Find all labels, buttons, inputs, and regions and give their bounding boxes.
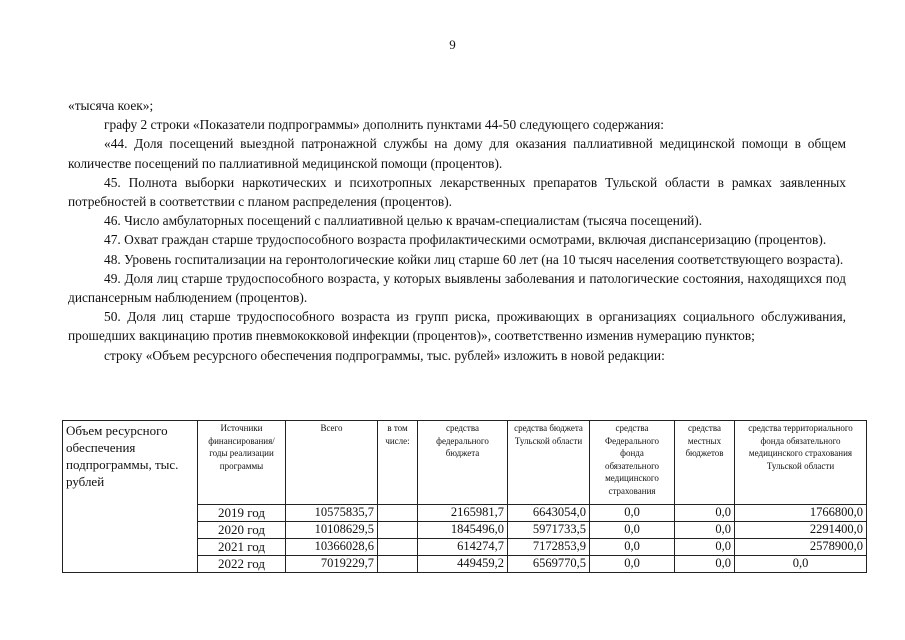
year-cell: 2019 год [198,505,286,522]
resource-table [62,420,867,573]
header-terr-fund: средства территориального фонда обязательного медицинского страхования Тульской области [735,421,867,505]
local-cell: 0,0 [675,522,735,539]
fed-fund-cell: 0,0 [590,556,675,573]
fed-fund-cell: 0,0 [590,539,675,556]
federal-cell: 614274,7 [418,539,508,556]
header-federal: средства федерального бюджета [418,421,508,505]
fed-fund-cell: 0,0 [590,505,675,522]
header-regional: средства бюджета Тульской области [508,421,590,505]
paragraph-table-intro: строку «Объем ресурсного обеспечения подпрограммы, тыс. рублей» изложить в новой редакции: [104,347,665,363]
local-cell: 0,0 [675,505,735,522]
page-number: 9 [449,37,456,52]
empty-cell [378,556,418,573]
header-fed-fund: средства Федерального фонда обязательного медицинского страхования [590,421,675,505]
paragraph-item-44: «44. Доля посещений выездной патронажной службы на дому для оказания паллиативной медицинской помощи в общем количестве посещений по паллиативной медицинской помощи (процентов). [68,136,846,171]
paragraph-item-47: 47. Охват граждан старше трудоспособного возраста профилактическими осмотрами, включая диспансеризацию (процентов). [104,232,827,248]
paragraph-item-49: 49. Доля лиц старше трудоспособного возраста, у которых выявлены заболевания и патологические состояния, находящихся под диспансерным наблюдением (процентов). [68,270,846,306]
empty-cell [378,522,418,539]
regional-cell: 7172853,9 [508,539,590,556]
federal-cell: 2165981,7 [418,505,508,522]
fed-fund-cell: 0,0 [590,522,675,539]
empty-cell [378,505,418,522]
federal-cell: 449459,2 [418,556,508,573]
regional-cell: 6643054,0 [508,505,590,522]
local-cell: 0,0 [675,556,735,573]
local-cell: 0,0 [675,539,735,556]
paragraph-closing-quote: «тысяча коек»; [68,98,154,113]
terr-fund-cell: 0,0 [735,556,867,573]
paragraph-item-45: 45. Полнота выборки наркотических и психотропных лекарственных препаратов Тульской области в рамках заявленных потребностей в соответствии с планом распределения (процентов). [68,174,846,210]
table-header-row [63,421,867,505]
paragraph-item-48: 48. Уровень госпитализации на геронтологические койки лиц старше 60 лет (на 10 тысяч населения соответствующего возраста). [104,251,844,267]
year-cell: 2020 год [198,522,286,539]
document-body [68,96,846,365]
row-label: Объем ресурсного обеспечения подпрограммы, тыс. рублей [63,421,198,573]
total-cell: 10575835,7 [286,505,378,522]
header-source: Источники финансирования/ годы реализации программы [198,421,286,505]
terr-fund-cell: 1766800,0 [735,505,867,522]
terr-fund-cell: 2291400,0 [735,522,867,539]
header-including: в том числе: [378,421,418,505]
paragraph-item-50: 50. Доля лиц старше трудоспособного возраста из групп риска, проживающих в организациях социального обслуживания, прошедших вакцинацию против пневмококковой инфекции (процентов)», соответственно изменив нумерацию пунктов; [68,309,846,344]
total-cell: 10108629,5 [286,522,378,539]
regional-cell: 5971733,5 [508,522,590,539]
terr-fund-cell: 2578900,0 [735,539,867,556]
regional-cell: 6569770,5 [508,556,590,573]
empty-cell [378,539,418,556]
federal-cell: 1845496,0 [418,522,508,539]
header-local: средства местных бюджетов [675,421,735,505]
year-cell: 2021 год [198,539,286,556]
year-cell: 2022 год [198,556,286,573]
total-cell: 10366028,6 [286,539,378,556]
paragraph-instruction: графу 2 строки «Показатели подпрограммы» дополнить пунктами 44-50 следующего содержания: [104,117,664,133]
header-total: Всего [286,421,378,505]
total-cell: 7019229,7 [286,556,378,573]
paragraph-item-46: 46. Число амбулаторных посещений с паллиативной целью к врачам-специалистам (тысяча посещений). [104,213,703,229]
